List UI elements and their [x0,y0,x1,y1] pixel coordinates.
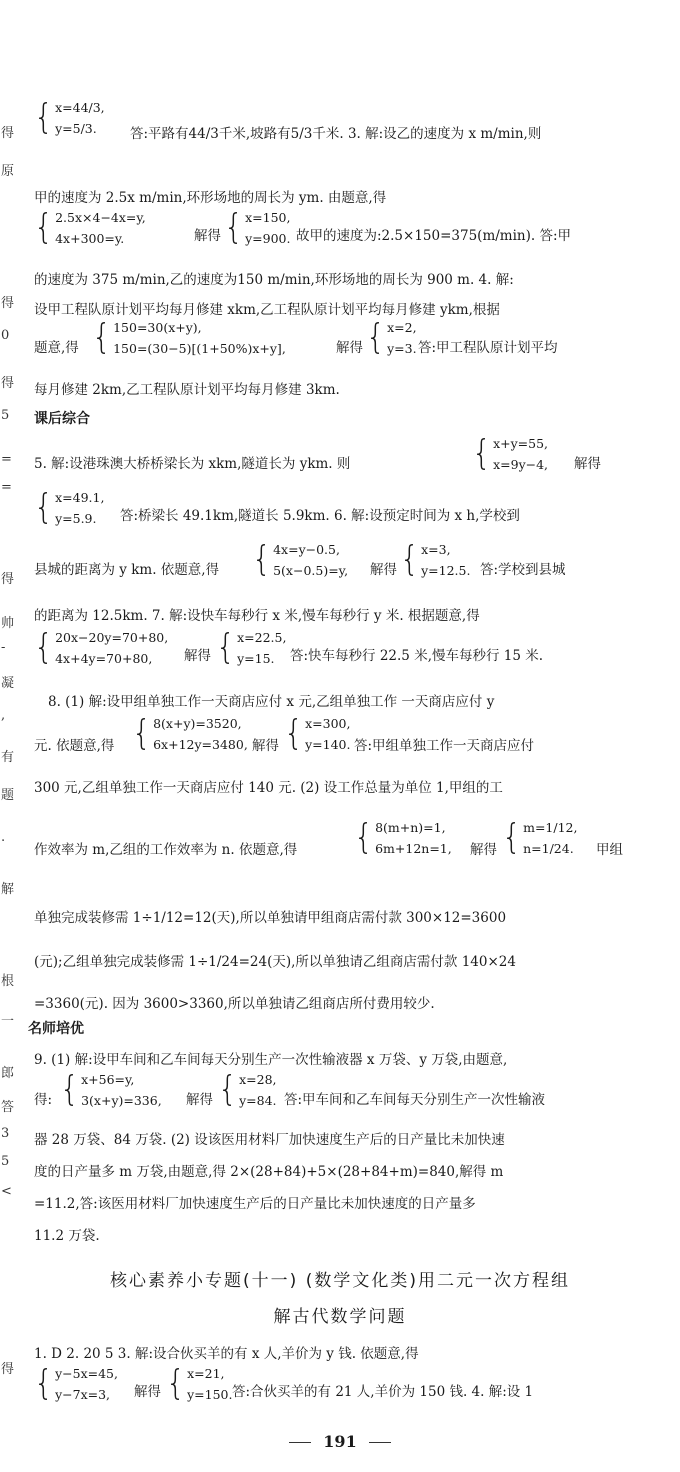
equation-system: { x=150, y=900. [224,207,291,248]
equation-row: m=1/12, [523,820,578,835]
equation-row: 8(m+n)=1, [375,820,446,835]
text-line: 每月修建 2km,乙工程队原计划平均每月修建 3km. [34,382,340,398]
equation-row: 2.5x×4−4x=y, [55,210,146,225]
margin-char: 解 [1,882,15,897]
equation-system: { x=300, y=140. [284,713,351,754]
equation-row: 150=(30−5)[(1+50%)x+y], [113,341,286,356]
equation-row: x=150, [245,210,291,225]
page-number [34,1432,646,1451]
text-line: 8. (1) 解:设甲组单独工作一天商店应付 x 元,乙组单独工作 一天商店应付 y [48,694,495,710]
margin-char: 得 [1,572,15,587]
solve-word: 解得 [336,340,363,356]
equation-row: 3(x+y)=336, [81,1093,162,1108]
solve-word: 解得 [186,1092,213,1108]
solve-word: 解得 [184,648,211,664]
text-line: 甲的速度为 2.5x m/min,环形场地的周长为 ym. 由题意,得 [34,190,387,206]
equation-row: 6x+12y=3480, [153,737,248,752]
solve-word: 解得 [370,562,397,578]
margin-char: 一 [1,1014,15,1029]
equation-row: x+56=y, [81,1072,135,1087]
text-line: 11.2 万袋. [34,1228,100,1244]
margin-char: 有 [1,750,15,765]
text-line: 甲组 [596,842,623,858]
text-line: 答:快车每秒行 22.5 米,慢车每秒行 15 米. [290,648,544,664]
margin-char: 原 [1,164,15,179]
text-line: 度的日产量多 m 万袋,由题意,得 2×(28+84)+5×(28+84+m)=840,解得 m [34,1164,504,1180]
equation-row: 4x+4y=70+80, [55,651,153,666]
text-line: 的速度为 375 m/min,乙的速度为150 m/min,环形场地的周长为 900 m. 4. 解: [34,272,514,288]
equation-system: { x=44/3, y=5/3. [34,97,105,138]
equation-row: x=28, [239,1072,277,1087]
margin-char: - [1,640,6,655]
text-line: 答:甲工程队原计划平均 [418,340,558,356]
text-line: 的距离为 12.5km. 7. 解:设快车每秒行 x 米,慢车每秒行 y 米. 根据题意,得 [34,608,480,624]
text-line: 题意,得 [34,340,79,356]
margin-char: 得 [1,126,15,141]
equation-row: x=49.1, [55,490,105,505]
margin-char: . [1,830,6,845]
text-line: 故甲的速度为:2.5×150=375(m/min). 答:甲 [296,228,572,244]
equation-row: y=5.9. [55,511,97,526]
text-line: 县城的距离为 y km. 依题意,得 [34,562,220,578]
text-line: 元. 依题意,得 [34,738,115,754]
equation-row: 4x+300=y. [55,231,125,246]
equation-row: x=44/3, [55,100,105,115]
equation-row: x=22.5, [237,630,287,645]
margin-char: 0 [1,328,10,343]
margin-char: 得 [1,376,15,391]
equation-row: y=150. [187,1387,233,1402]
equation-system: { m=1/12, n=1/24. [502,817,578,858]
section-heading: 课后综合 [34,410,90,426]
margin-char: = [1,452,12,467]
text-line: =3360(元). 因为 3600>3360,所以单独请乙组商店所付费用较少. [34,996,435,1012]
equation-row: y=84. [239,1093,277,1108]
text-line: 器 28 万袋、84 万袋. (2) 设该医用材料厂加快速度生产后的日产量比未加快速 [34,1132,505,1148]
text-line: =11.2,答:该医用材料厂加快速度生产后的日产量比未加快速度的日产量多 [34,1196,476,1212]
equation-system: { y−5x=45, y−7x=3, [34,1363,118,1404]
text-line: (元);乙组单独完成装修需 1÷1/24=24(天),所以单独请乙组商店需付款 140×24 [34,954,516,970]
margin-char: 得 [1,296,15,311]
equation-row: 5(x−0.5)=y, [273,563,349,578]
margin-char: = [1,480,12,495]
equation-system: { 2.5x×4−4x=y, 4x+300=y. [34,207,146,248]
equation-row: 8(x+y)=3520, [153,716,242,731]
left-margin-bleed [0,0,18,1472]
equation-system: { 4x=y−0.5, 5(x−0.5)=y, [252,539,349,580]
equation-row: y=900. [245,231,291,246]
special-topic-title: 核心素养小专题(十一) (数学文化类)用二元一次方程组 [110,1271,570,1291]
margin-char: 题 [1,788,15,803]
text-line: 答:平路有44/3千米,坡路有5/3千米. 3. 解:设乙的速度为 x m/min,则 [130,126,542,142]
margin-char: 5 [1,408,10,423]
equation-row: 4x=y−0.5, [273,542,340,557]
page-number-value: 191 [323,1432,357,1451]
margin-char: , [1,708,6,723]
text-line: 单独完成装修需 1÷1/12=12(天),所以单独请甲组商店需付款 300×12=3600 [34,910,507,926]
equation-row: y=12.5. [421,563,471,578]
equation-row: y=140. [305,737,351,752]
margin-char: 郎 [1,1066,15,1081]
text-line: 答:合伙买羊的有 21 人,羊价为 150 钱. 4. 解:设 1 [232,1384,534,1400]
margin-char: 5 [1,1154,10,1169]
equation-row: 20x−20y=70+80, [55,630,169,645]
margin-char: 帅 [1,616,15,631]
section-heading: 名师培优 [28,1020,84,1036]
solve-word: 解得 [574,456,601,472]
equation-system: { x=22.5, y=15. [216,627,287,668]
margin-char: 根 [1,974,15,989]
equation-system: { x+56=y, 3(x+y)=336, [60,1069,162,1110]
equation-system: { 20x−20y=70+80, 4x+4y=70+80, [34,627,169,668]
equation-row: x=21, [187,1366,225,1381]
equation-system: { x=3, y=12.5. [400,539,471,580]
special-topic-title-line2: 解古代数学问题 [273,1307,407,1327]
equation-system: { x=49.1, y=5.9. [34,487,105,528]
equation-row: x=300, [305,716,351,731]
text-line: 得: [34,1092,53,1108]
equation-row: 150=30(x+y), [113,320,202,335]
equation-row: y−7x=3, [55,1387,111,1402]
equation-row: n=1/24. [523,841,574,856]
text-line: 答:桥梁长 49.1km,隧道长 5.9km. 6. 解:设预定时间为 x h,学校到 [120,508,520,524]
margin-char: 得 [1,1362,15,1377]
answer-page [28,0,646,1472]
equation-row: y=3. [387,341,417,356]
equation-row: y=15. [237,651,275,666]
margin-char: 凝 [1,676,15,691]
equation-system: { x=2, y=3. [366,317,417,358]
solve-word: 解得 [134,1384,161,1400]
equation-system: { x=21, y=150. [166,1363,233,1404]
equation-system: { 150=30(x+y), 150=(30−5)[(1+50%)x+y], [92,317,286,358]
text-line: 设甲工程队原计划平均每月修建 xkm,乙工程队原计划平均每月修建 ykm,根据 [34,302,500,318]
equation-row: x=2, [387,320,417,335]
equation-system: { 8(x+y)=3520, 6x+12y=3480, [132,713,248,754]
equation-system: { 8(m+n)=1, 6m+12n=1, [354,817,452,858]
equation-row: y−5x=45, [55,1366,118,1381]
text-line: 作效率为 m,乙组的工作效率为 n. 依题意,得 [34,842,298,858]
text-line: 答:甲组单独工作一天商店应付 [354,738,535,754]
equation-row: x=3, [421,542,451,557]
equation-system: { x=28, y=84. [218,1069,277,1110]
text-line: 9. (1) 解:设甲车间和乙车间每天分别生产一次性输液器 x 万袋、y 万袋,由题意, [34,1052,508,1068]
text-line: 5. 解:设港珠澳大桥桥梁长为 xkm,隧道长为 ykm. 则 [34,456,351,472]
text-line: 1. D 2. 20 5 3. 解:设合伙买羊的有 x 人,羊价为 y 钱. 依题意,得 [34,1346,419,1362]
solve-word: 解得 [194,228,221,244]
equation-row: 6m+12n=1, [375,841,452,856]
text-line: 答:甲车间和乙车间每天分别生产一次性输液 [284,1092,546,1108]
margin-char: < [1,1184,12,1199]
solve-word: 解得 [470,842,497,858]
equation-row: x+y=55, [493,436,549,451]
equation-row: y=5/3. [55,121,97,136]
equation-system: { x+y=55, x=9y−4, [472,433,549,474]
text-line: 300 元,乙组单独工作一天商店应付 140 元. (2) 设工作总量为单位 1,甲组的工 [34,780,503,796]
margin-char: 3 [1,1126,10,1141]
margin-char: 答 [1,1100,15,1115]
text-line: 答:学校到县城 [480,562,566,578]
equation-row: x=9y−4, [493,457,549,472]
solve-word: 解得 [252,738,279,754]
